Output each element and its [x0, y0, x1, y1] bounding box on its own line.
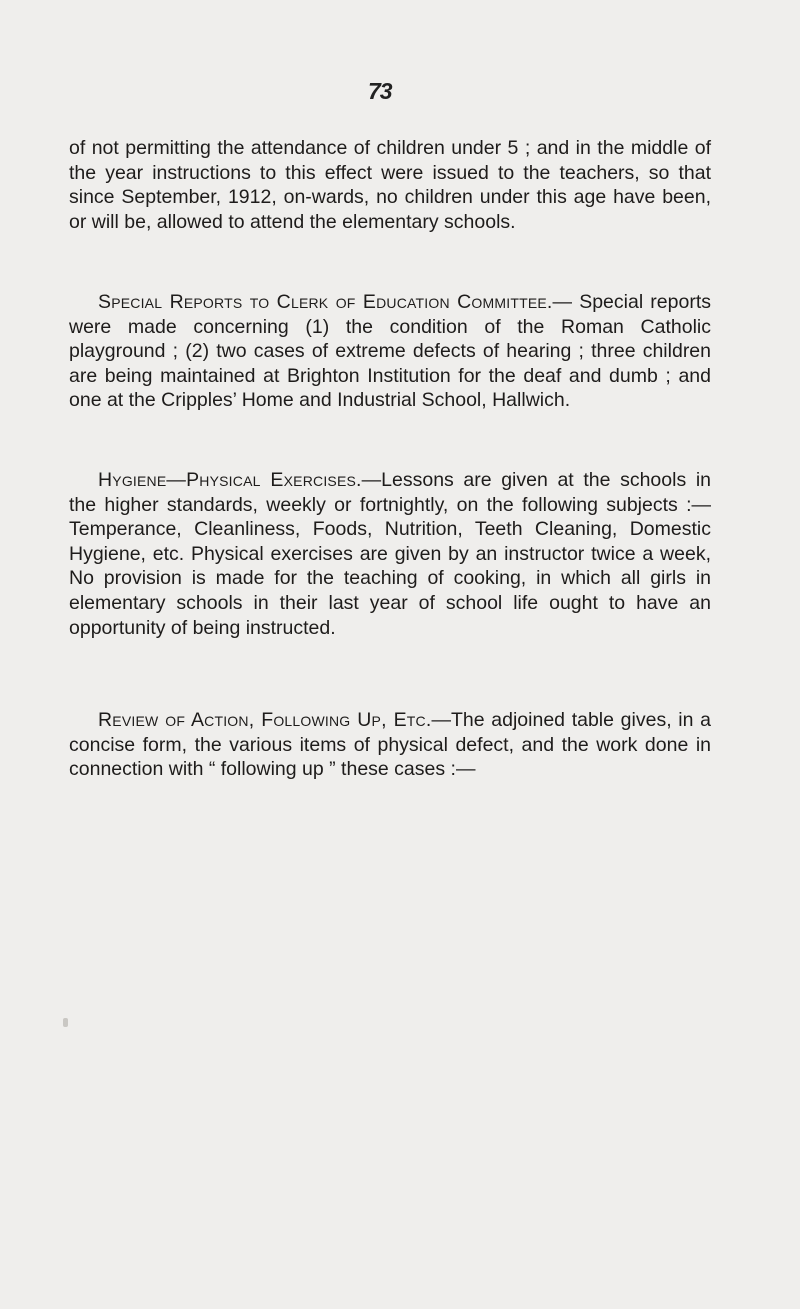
ink-speck [63, 1018, 68, 1027]
section-heading: Special Reports to Clerk of Education Committee. [98, 291, 553, 313]
paragraph-body: of not permitting the attendance of children under 5 ; and in the middle of the year instructions to this effect were issued to the teachers, so that since September, 1912, on-wards, no children under this age have been, or will be, allowed to attend the elementary schools. [69, 137, 711, 233]
paragraph-body: — Special reports were made concerning (1) the condition of the Roman Catholic playground ; (2) two cases of extreme defects of hearing ; three children are being maintained at Brighton Institution for the deaf and dumb ; and one at the Cripples’ Home and Industrial School, Hallwich. [69, 291, 712, 412]
paragraph-continuation [69, 136, 711, 234]
paragraph-body: —The adjoined table gives, in a concise form, the various items of physical defect, and the work done in connection with “ following up ” these cases :— [69, 709, 712, 781]
paragraph-review-of-action [69, 708, 711, 782]
paragraph-body: —Lessons are given at the schools in the higher standards, weekly or fortnightly, on the following subjects :—Temperance, Cleanliness, Foods, Nutrition, Teeth Cleaning, Domestic Hygiene, etc. Physical exercises are given by an instructor twice a week, No provision is made for the teaching of cooking, in which all girls in elementary schools in their last year of school life ought to have an opportunity of being instructed. [69, 469, 711, 639]
paragraph-hygiene [69, 468, 711, 640]
page-number: 73 [368, 78, 392, 104]
section-heading: Hygiene—Physical Exercises. [98, 469, 362, 491]
section-heading: Review of Action, Following Up, Etc. [98, 709, 432, 731]
paragraph-special-reports [69, 290, 711, 413]
